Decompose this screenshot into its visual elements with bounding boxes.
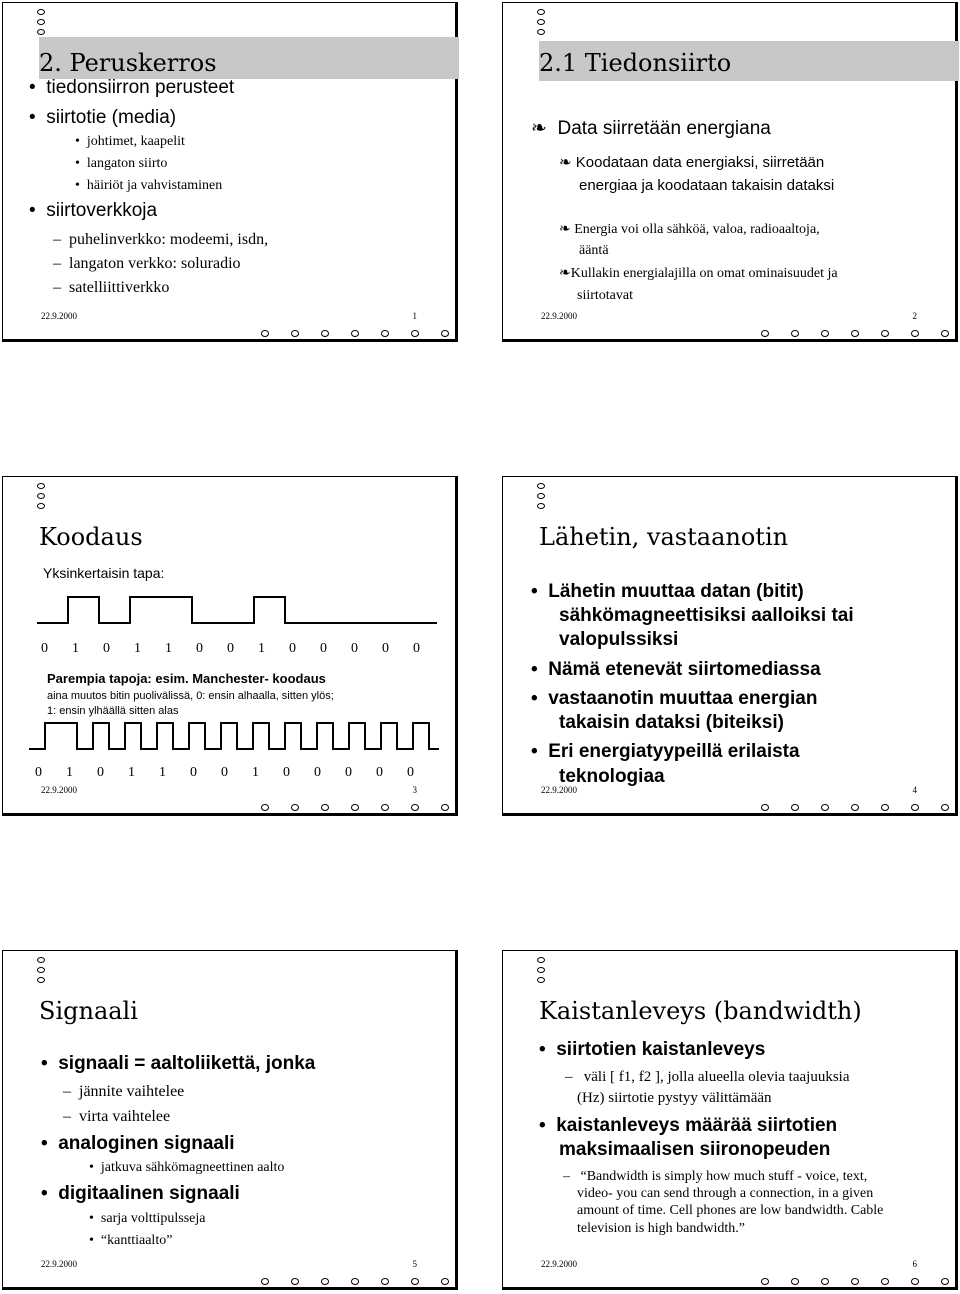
bullet-line: • signaali = aaltoliikettä, jonka bbox=[41, 1053, 316, 1074]
slide-3 bbox=[2, 476, 458, 816]
bullet-line-cont: teknologiaa bbox=[559, 766, 665, 787]
sub-bullet-line: • jatkuva sähkömagneettinen aalto bbox=[89, 1160, 285, 1175]
slide-number: 5 bbox=[412, 1259, 417, 1269]
sub-bullet-line: • “kanttiaalto” bbox=[89, 1233, 173, 1248]
bullet-line-cont: siirtotavat bbox=[577, 288, 633, 303]
bullet-line: ❧ Koodataan data energiaksi, siirretään bbox=[559, 154, 825, 171]
bullet-line: • Eri energiatyypeillä erilaista bbox=[531, 741, 800, 762]
slide-dots-icon bbox=[37, 481, 51, 513]
sub-bullet-line-cont: television is high bandwidth.” bbox=[577, 1221, 745, 1236]
bullet-line: • vastaanotin muuttaa energian bbox=[531, 688, 818, 709]
slide-5 bbox=[2, 950, 458, 1290]
bullet-line-cont: takaisin dataksi (biteiksi) bbox=[559, 712, 784, 733]
bullet-line-cont: sähkömagneettisiksi aalloiksi tai bbox=[559, 605, 854, 626]
bullet-line-cont: maksimaalisen siironopeuden bbox=[559, 1139, 831, 1160]
slide-1 bbox=[2, 2, 458, 342]
sub-bullet-line: – väli [ f1, f2 ], jolla alueella olevia taajuuksia bbox=[565, 1069, 850, 1085]
slide-title: 2.1 Tiedonsiirto bbox=[539, 49, 732, 77]
slide-dots-icon bbox=[37, 7, 51, 39]
manchester-desc: 1: ensin ylhäällä sitten alas bbox=[47, 705, 179, 717]
slide-title: Kaistanleveys (bandwidth) bbox=[539, 997, 862, 1025]
slide-date: 22.9.2000 bbox=[41, 785, 77, 795]
footer-dots-icon bbox=[261, 804, 449, 811]
slide-number: 1 bbox=[412, 311, 417, 321]
slide-dots-icon bbox=[537, 955, 551, 987]
bullet-line: • siirtotien kaistanleveys bbox=[539, 1039, 766, 1060]
slide-date: 22.9.2000 bbox=[541, 311, 577, 321]
slide-title: Lähetin, vastaanotin bbox=[539, 523, 789, 551]
bullet-line: • siirtoverkkoja bbox=[29, 200, 158, 221]
sub-bullet-line: • johtimet, kaapelit bbox=[75, 134, 185, 149]
slide-dots-icon bbox=[537, 7, 551, 39]
slide-number: 3 bbox=[412, 785, 417, 795]
sub-bullet-line: • sarja volttipulsseja bbox=[89, 1211, 206, 1226]
footer-dots-icon bbox=[761, 1278, 949, 1285]
slide-date: 22.9.2000 bbox=[541, 785, 577, 795]
bullet-line: • Lähetin muuttaa datan (bitit) bbox=[531, 581, 804, 602]
slide-dots-icon bbox=[37, 955, 51, 987]
bit-sequence: 0 1 0 1 1 0 0 1 0 0 0 0 0 bbox=[41, 641, 420, 656]
bullet-line: • tiedonsiirron perusteet bbox=[29, 77, 235, 98]
sub-bullet-line: – “Bandwidth is simply how much stuff - voice, text, bbox=[563, 1169, 868, 1184]
sub-bullet-line: – jännite vaihtelee bbox=[63, 1083, 185, 1100]
slide-2 bbox=[502, 2, 958, 342]
slide-title: 2. Peruskerros bbox=[39, 49, 217, 77]
bullet-line: • digitaalinen signaali bbox=[41, 1183, 240, 1204]
sub-bullet-line: – puhelinverkko: modeemi, isdn, bbox=[53, 231, 269, 248]
bullet-line: ❧Kullakin energialajilla on omat ominaisuudet ja bbox=[559, 266, 838, 281]
bit-sequence: 0 1 0 1 1 0 0 1 0 0 0 0 0 bbox=[35, 765, 414, 780]
sub-bullet-line: – satelliittiverkko bbox=[53, 279, 170, 296]
sub-bullet-line: • häiriöt ja vahvistaminen bbox=[75, 178, 223, 193]
slide-dots-icon bbox=[537, 481, 551, 513]
footer-dots-icon bbox=[261, 330, 449, 337]
nrz-waveform bbox=[37, 593, 437, 627]
bullet-line: • analoginen signaali bbox=[41, 1133, 235, 1154]
bullet-line: • kaistanleveys määrää siirtotien bbox=[539, 1115, 838, 1136]
footer-dots-icon bbox=[261, 1278, 449, 1285]
slide-4 bbox=[502, 476, 958, 816]
simple-label: Yksinkertaisin tapa: bbox=[43, 565, 165, 581]
slide-date: 22.9.2000 bbox=[41, 1259, 77, 1269]
bullet-line: ❧ Data siirretään energiana bbox=[531, 118, 771, 139]
slide-number: 6 bbox=[912, 1259, 917, 1269]
slide-number: 4 bbox=[912, 785, 917, 795]
bullet-line-cont: ääntä bbox=[579, 243, 609, 258]
better-label: Parempia tapoja: esim. Manchester- koodaus bbox=[47, 671, 326, 686]
manchester-waveform bbox=[29, 719, 439, 753]
sub-bullet-line: • langaton siirto bbox=[75, 156, 168, 171]
sub-bullet-line: – langaton verkko: soluradio bbox=[53, 255, 241, 272]
manchester-desc: aina muutos bitin puolivälissä, 0: ensin alhaalla, sitten ylös; bbox=[47, 690, 334, 702]
bullet-line-cont: energiaa ja koodataan takaisin dataksi bbox=[579, 177, 835, 194]
slide-title: Koodaus bbox=[39, 523, 143, 551]
slide-date: 22.9.2000 bbox=[541, 1259, 577, 1269]
sub-bullet-line-cont: amount of time. Cell phones are low bandwidth. Cable bbox=[577, 1203, 884, 1218]
bullet-line: ❧ Energia voi olla sähköä, valoa, radioaaltoja, bbox=[559, 222, 820, 237]
sub-bullet-line: – virta vaihtelee bbox=[63, 1108, 171, 1125]
slide-number: 2 bbox=[912, 311, 917, 321]
footer-dots-icon bbox=[761, 804, 949, 811]
bullet-line-cont: valopulssiksi bbox=[559, 629, 679, 650]
slide-title: Signaali bbox=[39, 997, 138, 1025]
slide-6 bbox=[502, 950, 958, 1290]
bullet-line: • siirtotie (media) bbox=[29, 107, 177, 128]
bullet-line: • Nämä etenevät siirtomediassa bbox=[531, 659, 821, 680]
slide-date: 22.9.2000 bbox=[41, 311, 77, 321]
footer-dots-icon bbox=[761, 330, 949, 337]
sub-bullet-line-cont: video- you can send through a connection, in a given bbox=[577, 1186, 874, 1201]
sub-bullet-line-cont: (Hz) siirtotie pystyy välittämään bbox=[577, 1090, 772, 1106]
